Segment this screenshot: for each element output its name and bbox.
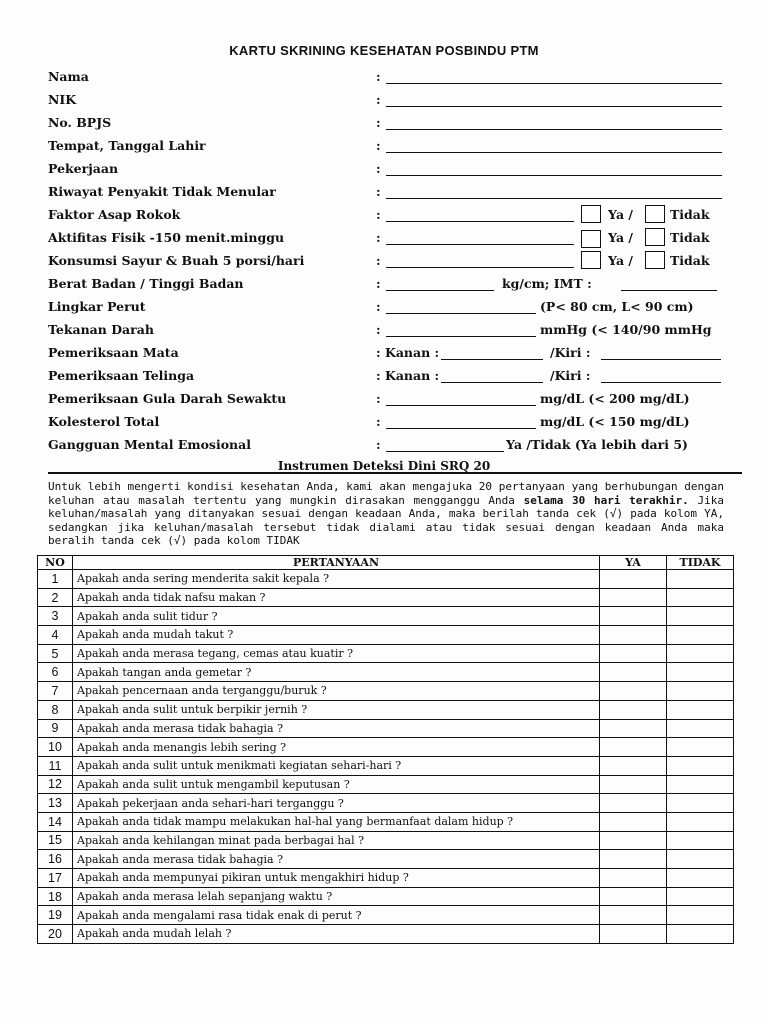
colon: : bbox=[376, 161, 381, 176]
lingkar-unit: (P< 80 cm, L< 90 cm) bbox=[540, 299, 694, 314]
table-row bbox=[38, 719, 734, 738]
table-row bbox=[38, 869, 734, 888]
row-number: 17 bbox=[38, 869, 73, 888]
intro-text: Untuk lebih mengerti kondisi kesehatan Anda, kami akan mengajuka 20 pertanyaan yang berhubungan dengan keluhan atau masalah tertentu yang mungkin dirasakan mengganggu Anda bbox=[48, 480, 724, 507]
colon: : bbox=[376, 207, 381, 222]
gula-unit: mg/dL (< 200 mg/dL) bbox=[540, 391, 690, 406]
ya-cell[interactable] bbox=[600, 626, 667, 645]
ya-checkbox[interactable] bbox=[581, 251, 601, 269]
tidak-cell[interactable] bbox=[667, 663, 734, 682]
field-label: Berat Badan / Tinggi Badan bbox=[48, 276, 244, 291]
row-question: Apakah anda kehilangan minat pada berbagai hal ? bbox=[73, 831, 600, 850]
ya-cell[interactable] bbox=[600, 794, 667, 813]
colon: : bbox=[376, 184, 381, 199]
tidak-cell[interactable] bbox=[667, 626, 734, 645]
row-question: Apakah anda sulit untuk mengambil keputusan ? bbox=[73, 775, 600, 794]
table-row bbox=[38, 794, 734, 813]
row-number: 9 bbox=[38, 719, 73, 738]
tidak-cell[interactable] bbox=[667, 644, 734, 663]
rokok-input-line[interactable] bbox=[386, 207, 574, 222]
row-question: Apakah anda sulit untuk berpikir jernih ? bbox=[73, 700, 600, 719]
mental-unit: Ya /Tidak (Ya lebih dari 5) bbox=[506, 437, 688, 452]
form-title: KARTU SKRINING KESEHATAN POSBINDU PTM bbox=[229, 43, 539, 58]
row-question: Apakah anda sulit untuk menikmati kegiatan sehari-hari ? bbox=[73, 756, 600, 775]
tidak-cell[interactable] bbox=[667, 756, 734, 775]
tidak-cell[interactable] bbox=[667, 869, 734, 888]
row-question: Apakah anda merasa lelah sepanjang waktu ? bbox=[73, 887, 600, 906]
row-number: 10 bbox=[38, 738, 73, 757]
colon: : bbox=[376, 437, 381, 452]
kolesterol-unit: mg/dL (< 150 mg/dL) bbox=[540, 414, 690, 429]
nik-input-line[interactable] bbox=[386, 92, 722, 107]
row-number: 13 bbox=[38, 794, 73, 813]
row-question: Apakah anda sering menderita sakit kepala ? bbox=[73, 570, 600, 589]
table-row bbox=[38, 570, 734, 589]
ya-cell[interactable] bbox=[600, 869, 667, 888]
table-row bbox=[38, 887, 734, 906]
field-label: Tempat, Tanggal Lahir bbox=[48, 138, 206, 153]
row-question: Apakah anda mengalami rasa tidak enak di perut ? bbox=[73, 906, 600, 925]
field-lingkar bbox=[48, 299, 738, 319]
colon: : bbox=[376, 92, 381, 107]
field-label: Nama bbox=[48, 69, 89, 84]
table-row bbox=[38, 850, 734, 869]
row-question: Apakah anda merasa tegang, cemas atau kuatir ? bbox=[73, 644, 600, 663]
field-sayur bbox=[48, 253, 738, 273]
ya-cell[interactable] bbox=[600, 700, 667, 719]
table-row bbox=[38, 663, 734, 682]
tidak-cell[interactable] bbox=[667, 906, 734, 925]
srq-title: Instrumen Deteksi Dini SRQ 20 bbox=[277, 459, 491, 473]
ya-cell[interactable] bbox=[600, 719, 667, 738]
colon: : bbox=[376, 322, 381, 337]
tidak-cell[interactable] bbox=[667, 775, 734, 794]
tidak-cell[interactable] bbox=[667, 794, 734, 813]
field-riwayat bbox=[48, 184, 738, 204]
field-nik bbox=[48, 92, 738, 112]
row-number: 16 bbox=[38, 850, 73, 869]
field-label: Riwayat Penyakit Tidak Menular bbox=[48, 184, 276, 199]
tidak-checkbox[interactable] bbox=[645, 228, 665, 246]
header-no: NO bbox=[38, 556, 73, 570]
tidak-checkbox[interactable] bbox=[645, 205, 665, 223]
field-label: No. BPJS bbox=[48, 115, 112, 130]
tidak-cell[interactable] bbox=[667, 719, 734, 738]
fisik-input-line[interactable] bbox=[386, 230, 574, 245]
row-number: 7 bbox=[38, 682, 73, 701]
tidak-label: Tidak bbox=[670, 253, 710, 268]
tidak-cell[interactable] bbox=[667, 570, 734, 589]
tensi-input-line[interactable] bbox=[386, 322, 536, 337]
ya-cell[interactable] bbox=[600, 588, 667, 607]
imt-input-line[interactable] bbox=[621, 276, 717, 291]
field-mental bbox=[48, 437, 738, 457]
field-label: Lingkar Perut bbox=[48, 299, 146, 314]
tidak-checkbox[interactable] bbox=[645, 251, 665, 269]
ya-checkbox[interactable] bbox=[581, 230, 601, 248]
table-row bbox=[38, 831, 734, 850]
field-label: Faktor Asap Rokok bbox=[48, 207, 181, 222]
ya-label: Ya / bbox=[608, 253, 633, 268]
colon: : bbox=[376, 253, 381, 268]
field-label: Pemeriksaan Gula Darah Sewaktu bbox=[48, 391, 287, 406]
srq-intro bbox=[48, 480, 724, 548]
ttl-input-line[interactable] bbox=[386, 138, 722, 153]
tidak-label: Tidak bbox=[670, 207, 710, 222]
intro-text-2: Jika keluhan/masalah yang ditanyakan sesuai dengan keadaan Anda, maka berilah tanda cek (√) pada kolom YA, sedangkan jika keluhan/masalah tersebut tidak dialami atau tidak sesuai dengan keadaan Anda maka beralih tanda cek (√) pada kolom TIDAK bbox=[48, 493, 724, 547]
field-bpjs bbox=[48, 115, 738, 135]
field-kolesterol bbox=[48, 414, 738, 434]
bb-input-line[interactable] bbox=[386, 276, 494, 291]
telinga-kiri-line[interactable] bbox=[601, 368, 721, 383]
row-question: Apakah anda tidak mampu melakukan hal-hal yang bermanfaat dalam hidup ? bbox=[73, 812, 600, 831]
ya-cell[interactable] bbox=[600, 756, 667, 775]
row-question: Apakah anda mudah lelah ? bbox=[73, 925, 600, 944]
tidak-cell[interactable] bbox=[667, 700, 734, 719]
field-label: Gangguan Mental Emosional bbox=[48, 437, 251, 452]
tidak-cell[interactable] bbox=[667, 812, 734, 831]
gula-input-line[interactable] bbox=[386, 391, 536, 406]
row-question: Apakah anda mudah takut ? bbox=[73, 626, 600, 645]
table-row bbox=[38, 756, 734, 775]
lingkar-input-line[interactable] bbox=[386, 299, 536, 314]
srq-table-body bbox=[38, 570, 734, 944]
field-pekerjaan bbox=[48, 161, 738, 181]
row-number: 11 bbox=[38, 756, 73, 775]
ya-cell[interactable] bbox=[600, 887, 667, 906]
divider bbox=[48, 472, 742, 474]
row-question: Apakah pencernaan anda terganggu/buruk ? bbox=[73, 682, 600, 701]
table-row bbox=[38, 607, 734, 626]
mata-kanan-line[interactable] bbox=[441, 345, 543, 360]
colon: : bbox=[376, 115, 381, 130]
ya-cell[interactable] bbox=[600, 906, 667, 925]
pekerjaan-input-line[interactable] bbox=[386, 161, 722, 176]
ya-label: Ya / bbox=[608, 230, 633, 245]
row-number: 6 bbox=[38, 663, 73, 682]
ya-checkbox[interactable] bbox=[581, 205, 601, 223]
tidak-cell[interactable] bbox=[667, 682, 734, 701]
ya-cell[interactable] bbox=[600, 663, 667, 682]
row-number: 8 bbox=[38, 700, 73, 719]
row-number: 15 bbox=[38, 831, 73, 850]
tidak-label: Tidak bbox=[670, 230, 710, 245]
row-question: Apakah anda merasa tidak bahagia ? bbox=[73, 719, 600, 738]
row-question: Apakah tangan anda gemetar ? bbox=[73, 663, 600, 682]
colon: : bbox=[376, 230, 381, 245]
ya-cell[interactable] bbox=[600, 831, 667, 850]
colon: : bbox=[376, 276, 381, 291]
row-number: 1 bbox=[38, 570, 73, 589]
field-label: Aktifitas Fisik -150 menit.minggu bbox=[48, 230, 285, 245]
row-number: 18 bbox=[38, 887, 73, 906]
field-gula bbox=[48, 391, 738, 411]
colon: : bbox=[376, 391, 381, 406]
nama-input-line[interactable] bbox=[386, 69, 722, 84]
telinga-kanan-line[interactable] bbox=[441, 368, 543, 383]
field-label: Kolesterol Total bbox=[48, 414, 160, 429]
kiri-label: /Kiri : bbox=[550, 368, 591, 383]
table-row bbox=[38, 775, 734, 794]
header-ya: YA bbox=[600, 556, 667, 570]
table-header bbox=[38, 556, 734, 570]
riwayat-input-line[interactable] bbox=[386, 184, 722, 199]
row-number: 4 bbox=[38, 626, 73, 645]
tensi-unit: mmHg (< 140/90 mmHg bbox=[540, 322, 712, 337]
tidak-cell[interactable] bbox=[667, 887, 734, 906]
ya-cell[interactable] bbox=[600, 682, 667, 701]
table-row bbox=[38, 738, 734, 757]
table-row bbox=[38, 644, 734, 663]
tidak-cell[interactable] bbox=[667, 588, 734, 607]
row-number: 3 bbox=[38, 607, 73, 626]
ya-cell[interactable] bbox=[600, 644, 667, 663]
tidak-cell[interactable] bbox=[667, 925, 734, 944]
field-label: Pekerjaan bbox=[48, 161, 119, 176]
ya-cell[interactable] bbox=[600, 775, 667, 794]
header-pertanyaan: PERTANYAAN bbox=[73, 556, 600, 570]
row-question: Apakah anda merasa tidak bahagia ? bbox=[73, 850, 600, 869]
ya-label: Ya / bbox=[608, 207, 633, 222]
row-question: Apakah pekerjaan anda sehari-hari terganggu ? bbox=[73, 794, 600, 813]
colon: : bbox=[376, 69, 381, 84]
bpjs-input-line[interactable] bbox=[386, 115, 722, 130]
colon: : bbox=[376, 299, 381, 314]
tidak-cell[interactable] bbox=[667, 738, 734, 757]
row-number: 12 bbox=[38, 775, 73, 794]
mental-input-line[interactable] bbox=[386, 437, 504, 452]
field-label: Tekanan Darah bbox=[48, 322, 154, 337]
field-telinga bbox=[48, 368, 738, 388]
field-mata bbox=[48, 345, 738, 365]
kanan-label: : Kanan : bbox=[376, 368, 440, 383]
field-label: Pemeriksaan Telinga bbox=[48, 368, 195, 383]
row-number: 2 bbox=[38, 588, 73, 607]
row-question: Apakah anda tidak nafsu makan ? bbox=[73, 588, 600, 607]
ya-cell[interactable] bbox=[600, 570, 667, 589]
table-row bbox=[38, 906, 734, 925]
field-tensi bbox=[48, 322, 738, 342]
tidak-cell[interactable] bbox=[667, 850, 734, 869]
field-label: Pemeriksaan Mata bbox=[48, 345, 179, 360]
table-row bbox=[38, 812, 734, 831]
row-number: 20 bbox=[38, 925, 73, 944]
field-label: NIK bbox=[48, 92, 77, 107]
row-number: 14 bbox=[38, 812, 73, 831]
row-question: Apakah anda mempunyai pikiran untuk mengakhiri hidup ? bbox=[73, 869, 600, 888]
ya-cell[interactable] bbox=[600, 738, 667, 757]
ya-cell[interactable] bbox=[600, 607, 667, 626]
field-label: Konsumsi Sayur & Buah 5 porsi/hari bbox=[48, 253, 305, 268]
intro-bold: selama 30 hari terakhir. bbox=[523, 493, 689, 507]
srq-table bbox=[37, 555, 734, 944]
row-number: 5 bbox=[38, 644, 73, 663]
field-ttl bbox=[48, 138, 738, 158]
header-tidak: TIDAK bbox=[667, 556, 734, 570]
ya-cell[interactable] bbox=[600, 812, 667, 831]
kiri-label: /Kiri : bbox=[550, 345, 591, 360]
field-fisik bbox=[48, 230, 738, 250]
bb-unit: kg/cm; IMT : bbox=[502, 276, 592, 291]
table-row bbox=[38, 626, 734, 645]
row-question: Apakah anda sulit tidur ? bbox=[73, 607, 600, 626]
tidak-cell[interactable] bbox=[667, 607, 734, 626]
table-row bbox=[38, 925, 734, 944]
colon: : bbox=[376, 138, 381, 153]
ya-cell[interactable] bbox=[600, 925, 667, 944]
kanan-label: : Kanan : bbox=[376, 345, 440, 360]
table-row bbox=[38, 700, 734, 719]
table-row bbox=[38, 682, 734, 701]
row-question: Apakah anda menangis lebih sering ? bbox=[73, 738, 600, 757]
tidak-cell[interactable] bbox=[667, 831, 734, 850]
table-row bbox=[38, 588, 734, 607]
kolesterol-input-line[interactable] bbox=[386, 414, 536, 429]
mata-kiri-line[interactable] bbox=[601, 345, 721, 360]
field-bb bbox=[48, 276, 738, 296]
row-number: 19 bbox=[38, 906, 73, 925]
field-nama bbox=[48, 69, 738, 89]
ya-cell[interactable] bbox=[600, 850, 667, 869]
sayur-input-line[interactable] bbox=[386, 253, 574, 268]
field-rokok bbox=[48, 207, 738, 227]
colon: : bbox=[376, 414, 381, 429]
